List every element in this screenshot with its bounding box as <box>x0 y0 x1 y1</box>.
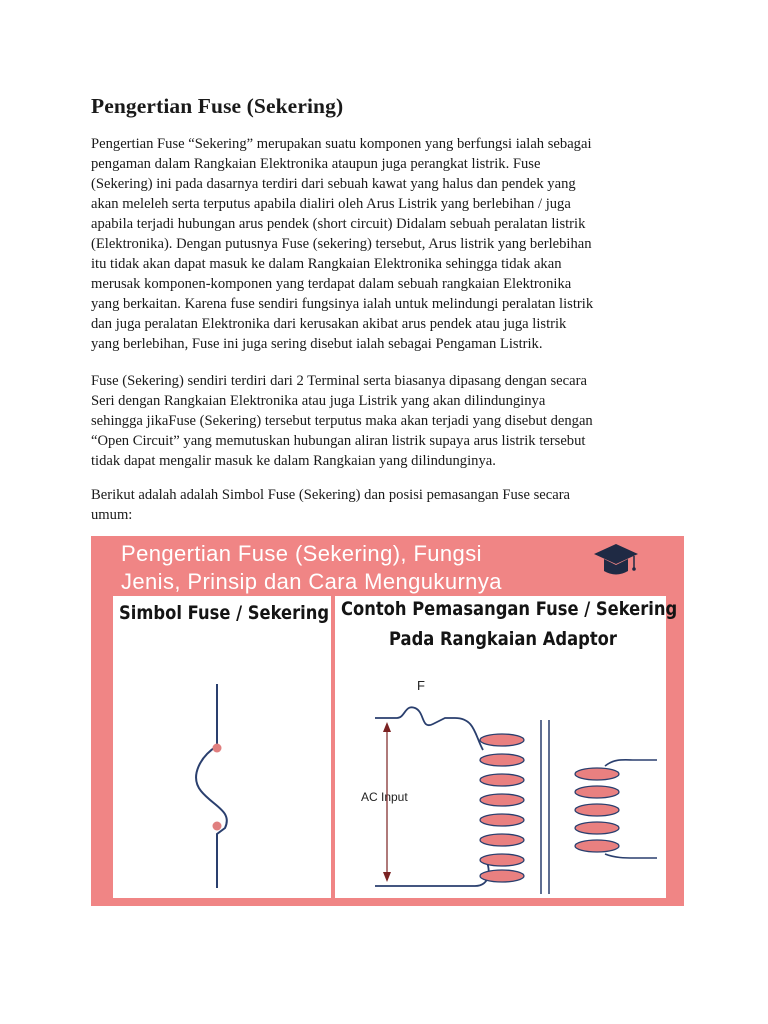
text-line: pengaman dalam Rangkaian Elektronika ataupun juga perangkat listrik. Fuse <box>91 156 541 172</box>
adaptor-title-line2: Pada Rangkaian Adaptor <box>389 628 617 650</box>
page-title: Pengertian Fuse (Sekering) <box>91 94 344 118</box>
figure-heading-line2: Jenis, Prinsip dan Cara Mengukurnya <box>121 569 502 594</box>
adaptor-title-line1: Contoh Pemasangan Fuse / Sekering <box>341 598 678 620</box>
text-line: tidak dapat mengalir masuk ke dalam Rangkaian yang dilindunginya. <box>91 453 496 469</box>
text-line: (Elektronika). Dengan putusnya Fuse (sekering) tersebut, Arus listrik yang berlebihan <box>91 236 592 252</box>
fuse-figure <box>91 536 684 906</box>
figure-heading <box>121 540 581 596</box>
adaptor-circuit-diagram <box>335 596 666 898</box>
fuse-symbol-icon <box>113 596 331 898</box>
figure-heading-line1: Pengertian Fuse (Sekering), Fungsi <box>121 541 482 566</box>
text-line: yang berkaitan. Karena fuse sendiri fungsinya ialah untuk melindungi peralatan listrik <box>91 296 594 312</box>
fuse-symbol-panel <box>113 596 331 898</box>
text-line: Pengertian Fuse “Sekering” merupakan suatu komponen yang berfungsi ialah sebagai <box>91 136 592 152</box>
text-line: umum: <box>91 507 133 523</box>
text-line: Berikut adalah adalah Simbol Fuse (Sekering) dan posisi pemasangan Fuse secara <box>91 487 571 503</box>
text-line: apabila terjadi hubungan arus pendek (short circuit) Didalam sebuah peralatan listrik <box>91 216 586 232</box>
text-line: akan meleleh serta terputus apabila dialiri oleh Arus Listrik yang berlebihan / juga <box>91 196 571 212</box>
text-line: “Open Circuit” yang memutuskan hubungan aliran listrik supaya arus listrik tersebut <box>91 433 586 449</box>
fuse-symbol-title: Simbol Fuse / Sekering <box>119 602 330 624</box>
text-line: Seri dengan Rangkaian Elektronika atau juga Listrik yang akan dilindunginya <box>91 393 546 409</box>
text-line: (Sekering) ini pada dasarnya terdiri dari sebuah kawat yang halus dan pendek yang <box>91 176 576 192</box>
text-line: merusak komponen-komponen yang terdapat dalam sebuah rangkaian Elektronika <box>91 276 572 292</box>
text-line: Fuse (Sekering) sendiri terdiri dari 2 Terminal serta biasanya dipasang dengan secara <box>91 373 587 389</box>
adaptor-circuit-panel <box>335 596 678 898</box>
ac-input-label: AC Input <box>361 790 408 804</box>
paragraph-fuse-terminals <box>91 371 681 471</box>
paragraph-fuse-definition <box>91 134 681 354</box>
fuse-label: F <box>417 678 425 693</box>
graduation-cap-logo-icon <box>590 538 642 590</box>
text-line: dan juga peralatan Elektronika dari kerusakan akibat arus pendek atau juga listrik <box>91 316 567 332</box>
text-line: yang berlebihan, Fuse ini juga sering disebut ialah sebagai Pengaman Listrik. <box>91 336 543 352</box>
text-line: itu tidak akan dapat masuk ke dalam Rangkaian Elektronika sehingga tidak akan <box>91 256 562 272</box>
paragraph-figure-intro <box>91 485 681 525</box>
text-line: sehingga jikaFuse (Sekering) tersebut terputus maka akan terjadi yang disebut dengan <box>91 413 593 429</box>
